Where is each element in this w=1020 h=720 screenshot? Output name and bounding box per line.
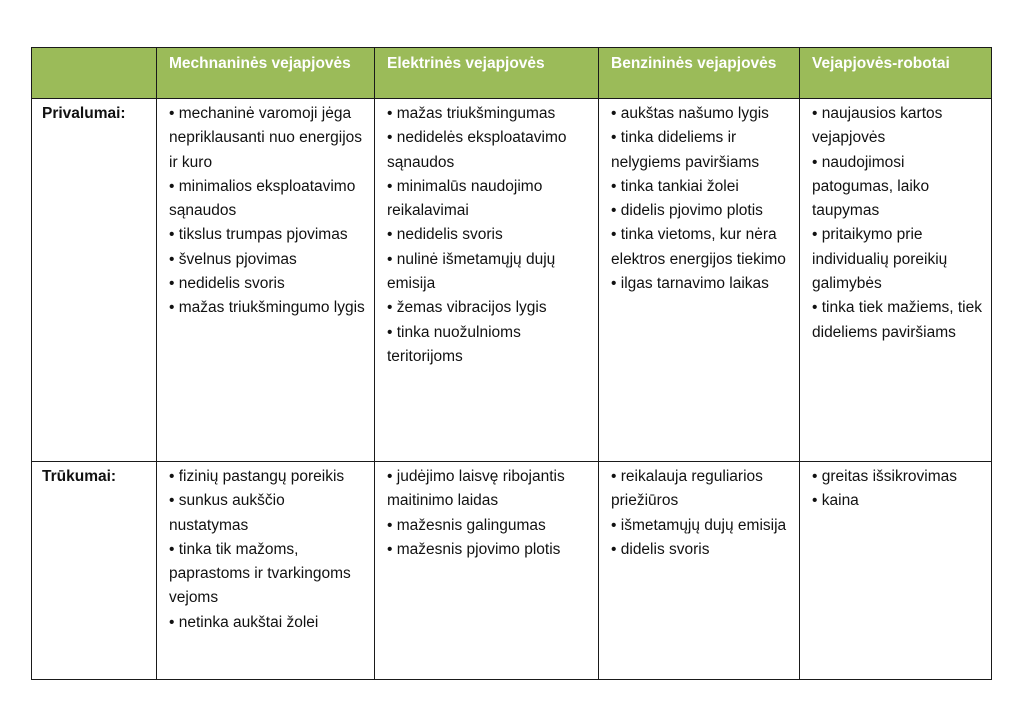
bullet-mark: • [611,468,617,485]
bullet-mark: • [387,129,393,147]
list-item-text: nulinė išmetamųjų dujų emisija [387,250,556,293]
list-item [611,465,791,514]
list-item-text: reikalauja reguliarios priežiūros [611,468,763,510]
header-corner-cell [32,48,157,99]
list-item [387,102,590,126]
bullet-mark: • [387,323,393,341]
comparison-table [31,47,992,680]
bullet-mark: • [387,105,393,122]
list-item-text: pritaikymo prie individualių poreikių galimybės [812,226,948,293]
bullet-mark: • [611,540,617,558]
bullet-mark: • [169,250,175,268]
cons-row-label: Trūkumai: [32,462,157,680]
list-item-text: aukštas našumo lygis [620,105,769,122]
list-item [611,514,791,538]
list-item [611,102,791,126]
list-item-text: tikslus trumpas pjovimas [178,226,348,244]
header-mechanical: Mechnaninės vejapjovės [157,48,375,99]
list-item-text: sunkus aukščio nustatymas [169,492,285,534]
bullet-mark: • [169,275,175,293]
list-item [169,611,366,635]
list-item-text: naujausios kartos vejapjovės [812,105,943,147]
cons-petrol-cell [599,462,800,680]
list-item-text: greitas išsikrovimas [821,468,957,485]
list-item [169,223,366,247]
bullet-mark: • [387,226,393,244]
cons-row [32,462,992,680]
list-item [169,489,366,538]
bullet-mark: • [611,177,617,195]
list-item-text: tinka nuožulnioms teritorijoms [387,323,521,365]
bullet-mark: • [387,540,393,558]
list-item [169,538,366,611]
bullet-mark: • [611,129,617,147]
bullet-mark: • [387,177,393,195]
cons-petrol-list [611,465,791,562]
list-item [611,199,791,223]
bullet-mark: • [169,492,175,510]
list-item-text: minimalios eksploatavimo sąnaudos [169,177,356,220]
list-item [169,465,366,489]
list-item [812,465,983,489]
pros-petrol-list [611,102,791,296]
list-item-text: didelis pjovimo plotis [620,202,763,220]
list-item-text: mažesnis pjovimo plotis [396,540,561,558]
bullet-mark: • [812,105,818,122]
list-item-text: švelnus pjovimas [178,250,297,268]
list-item-text: fizinių pastangų poreikis [178,468,345,485]
bullet-mark: • [387,516,393,534]
list-item [387,223,590,247]
bullet-mark: • [387,299,393,317]
list-item-text: nedidelės eksploatavimo sąnaudos [387,129,567,171]
bullet-mark: • [387,468,393,485]
list-item-text: mechaninė varomoji jėga nepriklausanti nuo energijos ir kuro [169,105,363,171]
list-item-text: minimalūs naudojimo reikalavimai [387,177,543,220]
list-item-text: tinka tik mažoms, paprastoms ir tvarkingoms vejoms [169,540,351,607]
header-row [32,48,992,99]
list-item [611,538,791,562]
list-item [812,296,983,345]
header-robot: Vejapjovės-robotai [800,48,992,99]
list-item [169,102,366,175]
bullet-mark: • [812,492,818,510]
list-item [611,126,791,175]
cons-robot-list [812,465,983,514]
list-item [387,538,590,562]
bullet-mark: • [611,226,617,244]
pros-electric-list [387,102,590,369]
bullet-mark: • [169,105,175,122]
pros-electric-cell [375,99,599,462]
pros-mechanical-cell [157,99,375,462]
cons-electric-cell [375,462,599,680]
list-item-text: naudojimosi patogumas, laiko taupymas [812,153,930,220]
pros-row-label: Privalumai: [32,99,157,462]
bullet-mark: • [611,202,617,220]
bullet-mark: • [169,613,175,631]
bullet-mark: • [611,275,617,293]
list-item [812,151,983,224]
list-item [169,248,366,272]
header-petrol: Benzininės vejapjovės [599,48,800,99]
list-item [169,296,366,320]
list-item-text: tinka vietoms, kur nėra elektros energijos tiekimo [611,226,786,268]
list-item-text: mažas triukšmingumas [396,105,556,122]
list-item [611,175,791,199]
cons-electric-list [387,465,590,562]
list-item-text: judėjimo laisvę ribojantis maitinimo laidas [387,468,565,510]
list-item [387,321,590,370]
header-electric: Elektrinės vejapjovės [375,48,599,99]
list-item-text: tinka tankiai žolei [620,177,739,195]
pros-robot-list [812,102,983,345]
list-item [169,175,366,224]
pros-row [32,99,992,462]
bullet-mark: • [387,250,393,268]
list-item-text: tinka tiek mažiems, tiek dideliems paviršiams [812,299,982,341]
list-item [812,489,983,513]
bullet-mark: • [169,299,175,317]
list-item [611,272,791,296]
bullet-mark: • [611,105,617,122]
list-item-text: nedidelis svoris [396,226,503,244]
pros-mechanical-list [169,102,366,321]
list-item-text: netinka aukštai žolei [178,613,319,631]
list-item-text: mažesnis galingumas [396,516,546,534]
list-item [169,272,366,296]
list-item-text: tinka dideliems ir nelygiems paviršiams [611,129,760,171]
pros-petrol-cell [599,99,800,462]
list-item-text: didelis svoris [620,540,710,558]
list-item [387,514,590,538]
list-item-text: žemas vibracijos lygis [396,299,547,317]
list-item [611,223,791,272]
bullet-mark: • [169,226,175,244]
bullet-mark: • [169,468,175,485]
list-item-text: išmetamųjų dujų emisija [620,516,787,534]
list-item-text: mažas triukšmingumo lygis [178,299,365,317]
list-item [387,126,590,175]
list-item [812,102,983,151]
list-item [387,175,590,224]
bullet-mark: • [812,226,818,244]
bullet-mark: • [169,540,175,558]
bullet-mark: • [611,516,617,534]
pros-robot-cell [800,99,992,462]
bullet-mark: • [169,177,175,195]
bullet-mark: • [812,153,818,171]
list-item-text: ilgas tarnavimo laikas [620,275,769,293]
cons-mechanical-list [169,465,366,635]
bullet-mark: • [812,299,818,317]
list-item-text: kaina [821,492,859,510]
cons-mechanical-cell [157,462,375,680]
list-item [387,465,590,514]
list-item [812,223,983,296]
list-item [387,248,590,297]
bullet-mark: • [812,468,818,485]
cons-robot-cell [800,462,992,680]
list-item [387,296,590,320]
list-item-text: nedidelis svoris [178,275,285,293]
